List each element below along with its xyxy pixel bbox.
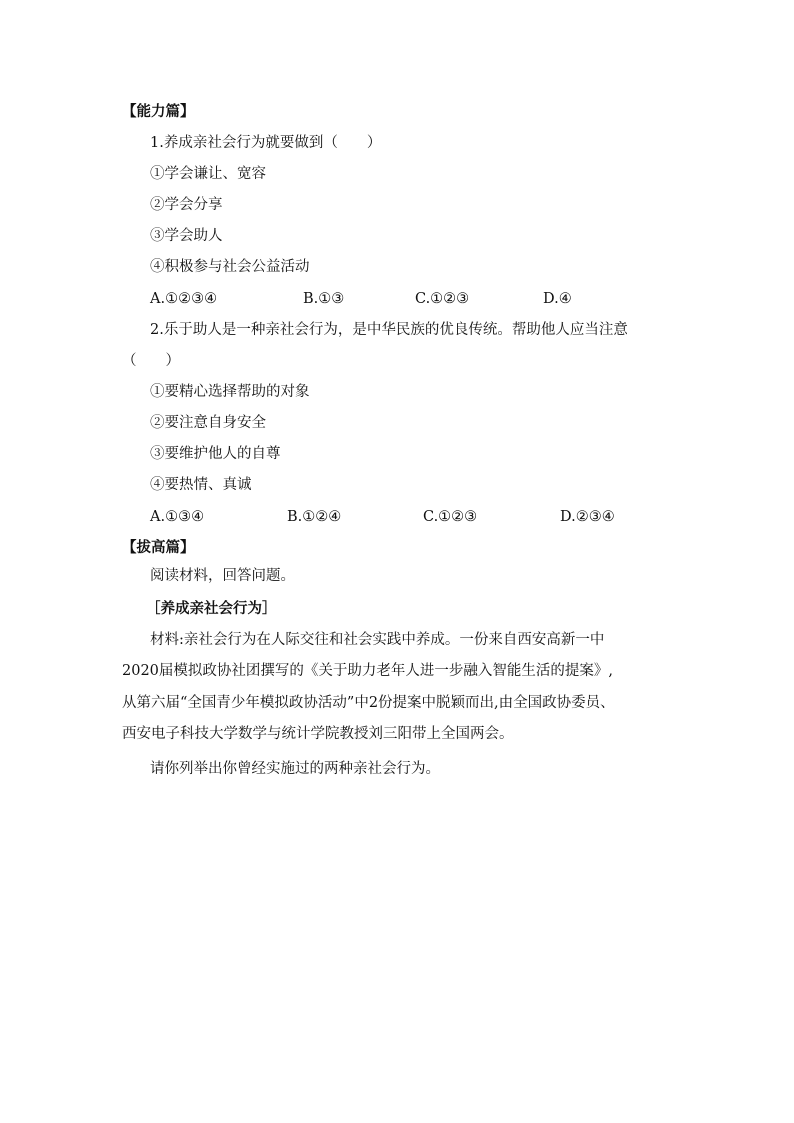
q1-option-a: A.①②③④ — [150, 291, 218, 307]
advanced-subheading: ［养成亲社会行为］ — [146, 600, 277, 617]
advanced-instruction: 阅读材料，回答问题。 — [150, 568, 295, 584]
q1-item-2: ②学会分享 — [150, 197, 223, 213]
q2-item-4: ④要热情、真诚 — [150, 477, 252, 493]
q1-stem: 1.养成亲社会行为就要做到（ ） — [150, 135, 382, 151]
q1-item-1: ①学会谦让、宽容 — [150, 166, 266, 182]
advanced-heading: 【拔高篇】 — [122, 539, 195, 556]
material-line-4: 西安电子科技大学数学与统计学院教授刘三阳带上全国两会。 — [122, 726, 514, 742]
q2-option-a: A.①③④ — [150, 509, 205, 525]
q2-option-b: B.①②④ — [287, 509, 342, 525]
advanced-question: 请你列举出你曾经实施过的两种亲社会行为。 — [150, 761, 440, 777]
q2-stem-line2: （ ） — [122, 353, 180, 369]
material-line-2: 2020届模拟政协社团撰写的《关于助力老年人进一步融入智能生活的提案》, — [122, 663, 614, 679]
q2-option-c: C.①②③ — [423, 509, 478, 525]
q2-stem-line1: 2.乐于助人是一种亲社会行为，是中华民族的优良传统。帮助他人应当注意 — [150, 322, 628, 338]
q1-option-b: B.①③ — [303, 291, 345, 307]
q2-item-3: ③要维护他人的自尊 — [150, 446, 281, 462]
q1-item-3: ③学会助人 — [150, 228, 223, 244]
ability-heading: 【能力篇】 — [122, 103, 195, 120]
q2-item-2: ②要注意自身安全 — [150, 415, 266, 431]
material-line-3: 从第六届“全国青少年模拟政协活动”中2份提案中脱颖而出,由全国政协委员、 — [122, 695, 615, 711]
material-line-1: 材料:亲社会行为在人际交往和社会实践中养成。一份来自西安高新一中 — [150, 632, 605, 648]
q1-option-d: D.④ — [543, 291, 572, 307]
q2-option-d: D.②③④ — [560, 509, 615, 525]
q1-item-4: ④积极参与社会公益活动 — [150, 259, 310, 275]
q2-item-1: ①要精心选择帮助的对象 — [150, 384, 310, 400]
q1-option-c: C.①②③ — [415, 291, 470, 307]
